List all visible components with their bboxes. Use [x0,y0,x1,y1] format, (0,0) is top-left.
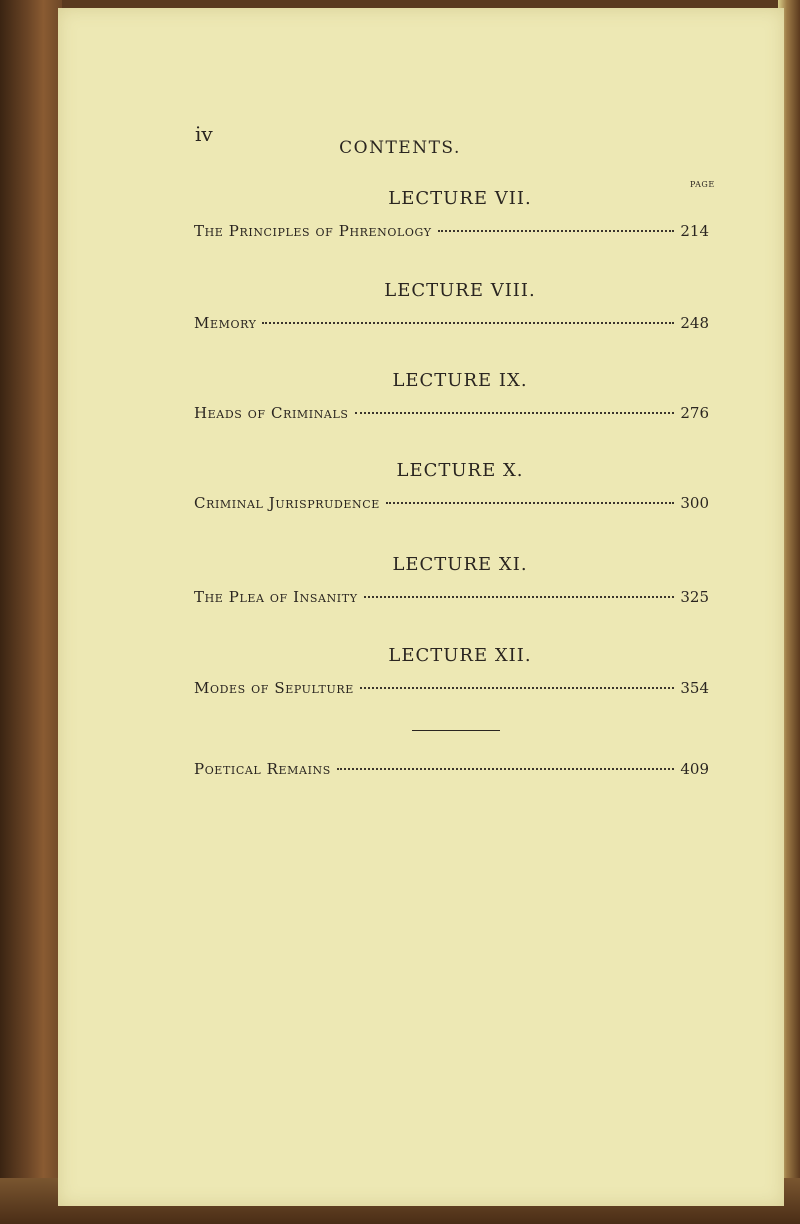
page-folio: iv [195,122,213,146]
toc-entry [194,222,709,246]
toc-entry-page: 248 [680,314,709,332]
toc-entry-title: The Principles of Phrenology [194,222,432,240]
dot-leader [355,412,675,414]
toc-entry [194,679,709,703]
lecture-heading: LECTURE XI. [392,554,528,575]
toc-entry [194,588,709,612]
page-column-label: PAGE [690,180,715,189]
toc-entry-page: 214 [680,222,709,240]
toc-entry-page: 276 [680,404,709,422]
toc-entry-title: The Plea of Insanity [194,588,358,606]
toc-entry [194,314,709,338]
dot-leader [360,687,674,689]
toc-entry-page: 409 [680,760,709,778]
toc-entry [194,404,709,428]
toc-entry [194,760,709,784]
dot-leader [386,502,674,504]
dot-leader [438,230,675,232]
section-divider-rule [412,730,500,731]
toc-entry-title: Heads of Criminals [194,404,349,422]
toc-entry-title: Memory [194,314,257,332]
lecture-heading: LECTURE X. [396,460,524,481]
toc-entry-title: Criminal Jurisprudence [194,494,380,512]
running-head: CONTENTS. [339,138,461,158]
toc-entry-title: Modes of Sepulture [194,679,354,697]
toc-entry-page: 325 [680,588,709,606]
lecture-heading: LECTURE XII. [388,645,532,666]
dot-leader [337,768,674,770]
toc-entry-page: 354 [680,679,709,697]
toc-entry-title: Poetical Remains [194,760,331,778]
dot-leader [262,322,674,324]
toc-entry-page: 300 [680,494,709,512]
lecture-heading: LECTURE VIII. [384,280,536,301]
dot-leader [364,596,675,598]
lecture-heading: LECTURE IX. [392,370,528,391]
toc-entry [194,494,709,518]
lecture-heading: LECTURE VII. [388,188,532,209]
book-binding-left [0,0,62,1224]
